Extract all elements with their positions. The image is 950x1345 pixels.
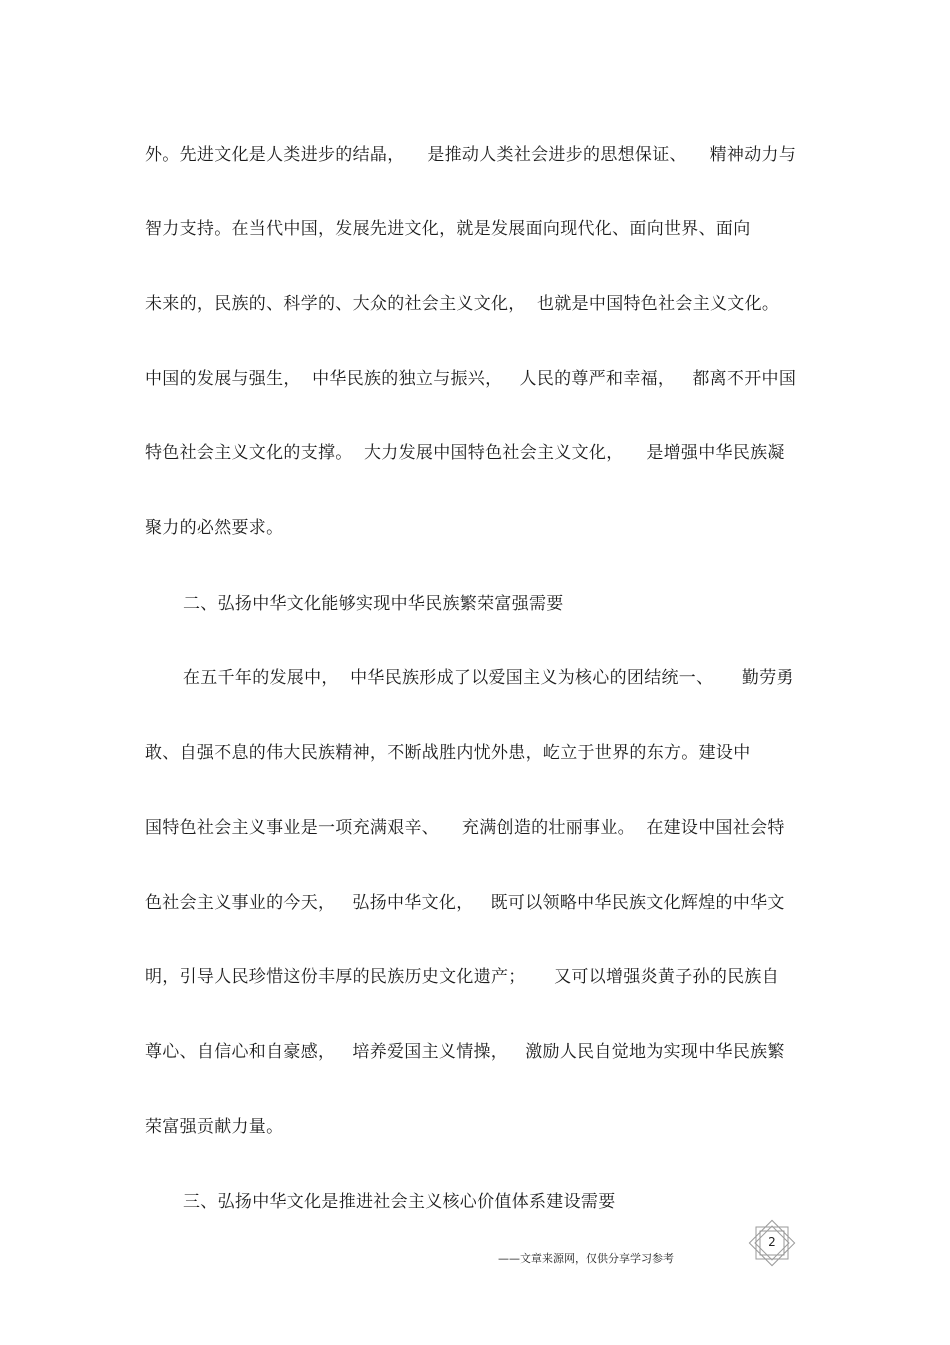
page-number: 2 [768, 1235, 776, 1249]
paragraph-line: 在五千年的发展中， 中华民族形成了以爱国主义为核心的团结统一、 勤劳勇 [183, 668, 794, 688]
paragraph-line: 未来的，民族的、科学的、大众的社会主义文化， 也就是中国特色社会主义文化。 [145, 294, 780, 314]
paragraph-line: 色社会主义事业的今天， 弘扬中华文化， 既可以领略中华民族文化辉煌的中华文 [145, 893, 785, 913]
section-heading: 三、弘扬中华文化是推进社会主义核心价值体系建设需要 [183, 1192, 616, 1212]
paragraph-line: 敢、自强不息的伟大民族精神，不断战胜内忧外患，屹立于世界的东方。建设中 [145, 743, 751, 763]
paragraph-line: 特色社会主义文化的支撑。 大力发展中国特色社会主义文化， 是增强中华民族凝 [145, 443, 785, 463]
paragraph-line: 明，引导人民珍惜这份丰厚的民族历史文化遗产； 又可以增强炎黄子孙的民族自 [145, 967, 780, 987]
paragraph-line: 国特色社会主义事业是一项充满艰辛、 充满创造的壮丽事业。 在建设中国社会特 [145, 818, 785, 838]
section-heading: 二、弘扬中华文化能够实现中华民族繁荣富强需要 [183, 594, 564, 614]
page-number-badge [748, 1219, 796, 1267]
footer-source-note: ——文章来源网，仅供分享学习参考 [498, 1252, 674, 1265]
paragraph-line: 荣富强贡献力量。 [145, 1117, 284, 1137]
paragraph-line: 智力支持。在当代中国，发展先进文化，就是发展面向现代化、面向世界、面向 [145, 219, 751, 239]
paragraph-line: 外。先进文化是人类进步的结晶， 是推动人类社会进步的思想保证、 精神动力与 [145, 145, 797, 165]
paragraph-line: 聚力的必然要求。 [145, 518, 284, 538]
paragraph-line: 中国的发展与强生， 中华民族的独立与振兴， 人民的尊严和幸福， 都离不开中国 [145, 369, 797, 389]
paragraph-line: 尊心、自信心和自豪感， 培养爱国主义情操， 激励人民自觉地为实现中华民族繁 [145, 1042, 785, 1062]
